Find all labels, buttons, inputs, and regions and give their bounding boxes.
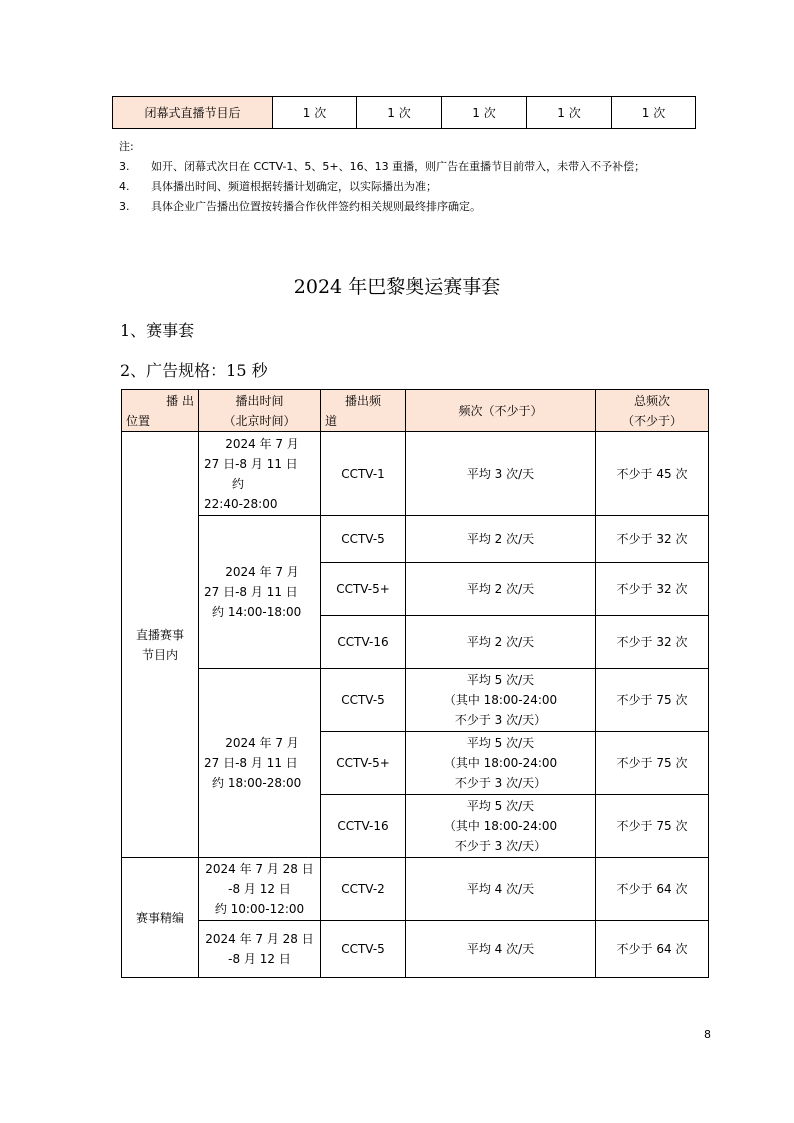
schedule-table	[121, 389, 709, 978]
header-channel-line2: 道	[325, 414, 338, 428]
header-total-line2: （不少于）	[621, 413, 682, 428]
time-line: 2024 年 7 月 28 日	[205, 862, 314, 876]
total: 不少于 75 次	[596, 795, 709, 858]
total: 不少于 75 次	[596, 669, 709, 732]
time-line: 2024 年 7 月 28 日	[205, 932, 314, 946]
header-total-line1: 总频次	[633, 393, 670, 408]
time-line: -8 月 12 日	[228, 882, 291, 896]
channel: CCTV-1	[321, 432, 406, 516]
time-line: 2024 年 7 月	[225, 436, 299, 451]
freq-line: （其中 18:00-24:00	[443, 819, 558, 833]
total: 不少于 32 次	[596, 516, 709, 563]
time-line: 22:40-28:00	[204, 496, 278, 511]
time-slot	[199, 921, 321, 978]
table-cell: 1 次	[612, 97, 696, 129]
table-row	[113, 97, 696, 129]
frequency: 平均 4 次/天	[406, 921, 596, 978]
time-line: 2024 年 7 月	[225, 736, 299, 750]
closing-ceremony-table	[112, 96, 696, 129]
header-total	[596, 390, 709, 432]
table-row	[122, 432, 709, 516]
note-item	[119, 177, 645, 197]
heading-package: 1、赛事套	[120, 321, 195, 340]
header-time-line2: （北京时间）	[223, 413, 296, 428]
channel: CCTV-5+	[321, 732, 406, 795]
freq-line: 不少于 3 次/天）	[454, 713, 547, 727]
table-cell: 1 次	[442, 97, 527, 129]
position-live-line1: 直播赛事	[135, 627, 184, 642]
table-row	[122, 858, 709, 921]
freq-line: （其中 18:00-24:00	[443, 756, 558, 770]
freq-line: （其中 18:00-24:00	[443, 693, 558, 707]
note-item	[119, 197, 645, 217]
total: 不少于 64 次	[596, 858, 709, 921]
note-number: 4.	[119, 180, 130, 193]
position-live-line2: 节目内	[141, 647, 178, 662]
time-line: 27 日-8 月 11 日	[204, 756, 298, 770]
time-line: 约	[232, 476, 245, 491]
frequency: 平均 2 次/天	[406, 516, 596, 563]
channel: CCTV-5	[321, 516, 406, 563]
frequency: 平均 4 次/天	[406, 858, 596, 921]
row-label: 闭幕式直播节目后	[113, 97, 273, 129]
note-number: 3.	[119, 200, 130, 213]
time-line: 约 10:00-12:00	[214, 902, 305, 916]
heading-ad-spec: 2、广告规格：15 秒	[120, 361, 268, 380]
section-title: 2024 年巴黎奥运赛事套	[293, 276, 501, 298]
frequency	[406, 732, 596, 795]
channel: CCTV-16	[321, 616, 406, 669]
table-cell: 1 次	[357, 97, 442, 129]
notes-title: 注:	[119, 140, 134, 153]
page-number: 8	[704, 1028, 711, 1041]
time-line: 约 14:00-18:00	[212, 605, 302, 619]
table-row	[122, 669, 709, 732]
time-slot	[199, 432, 321, 516]
header-position	[122, 390, 199, 432]
channel: CCTV-2	[321, 858, 406, 921]
table-row	[122, 921, 709, 978]
note-text: 具体播出时间、频道根据转播计划确定，以实际播出为准；	[151, 180, 437, 193]
time-line: 2024 年 7 月	[225, 565, 299, 579]
channel: CCTV-5	[321, 669, 406, 732]
total: 不少于 32 次	[596, 616, 709, 669]
time-line: 27 日-8 月 11 日	[204, 456, 298, 471]
header-position-bottom: 位置	[126, 414, 151, 428]
table-row	[122, 516, 709, 563]
freq-line: 不少于 3 次/天）	[454, 839, 547, 853]
position-highlights: 赛事精编	[122, 858, 199, 978]
header-position-top: 播 出	[166, 394, 194, 408]
header-time	[199, 390, 321, 432]
total: 不少于 75 次	[596, 732, 709, 795]
notes	[119, 137, 645, 217]
total: 不少于 32 次	[596, 563, 709, 616]
time-slot	[199, 516, 321, 669]
freq-line: 平均 5 次/天	[466, 673, 535, 687]
channel: CCTV-5	[321, 921, 406, 978]
frequency	[406, 669, 596, 732]
table-header-row	[122, 390, 709, 432]
position-live	[122, 432, 199, 858]
time-line: -8 月 12 日	[228, 952, 291, 966]
channel: CCTV-5+	[321, 563, 406, 616]
time-slot	[199, 858, 321, 921]
table-cell: 1 次	[527, 97, 612, 129]
frequency: 平均 2 次/天	[406, 616, 596, 669]
total: 不少于 64 次	[596, 921, 709, 978]
header-time-line1: 播出时间	[235, 393, 284, 408]
channel: CCTV-16	[321, 795, 406, 858]
note-number: 3.	[119, 160, 130, 173]
time-slot	[199, 669, 321, 858]
total: 不少于 45 次	[596, 432, 709, 516]
header-channel	[321, 390, 406, 432]
freq-line: 平均 5 次/天	[466, 736, 535, 750]
time-line: 27 日-8 月 11 日	[204, 585, 298, 599]
header-frequency: 频次（不少于）	[406, 390, 596, 432]
frequency: 平均 2 次/天	[406, 563, 596, 616]
note-text: 如开、闭幕式次日在 CCTV-1、5、5+、16、13 重播，则广告在重播节目前带入，未带入不予补偿；	[151, 160, 646, 173]
frequency	[406, 795, 596, 858]
header-channel-line1: 播出频	[344, 394, 381, 408]
freq-line: 不少于 3 次/天）	[454, 776, 547, 790]
freq-line: 平均 5 次/天	[466, 799, 535, 813]
note-item	[119, 157, 645, 177]
frequency: 平均 3 次/天	[406, 432, 596, 516]
time-line: 约 18:00-28:00	[212, 776, 302, 790]
table-cell: 1 次	[273, 97, 357, 129]
note-text: 具体企业广告播出位置按转播合作伙伴签约相关规则最终排序确定。	[151, 200, 481, 213]
